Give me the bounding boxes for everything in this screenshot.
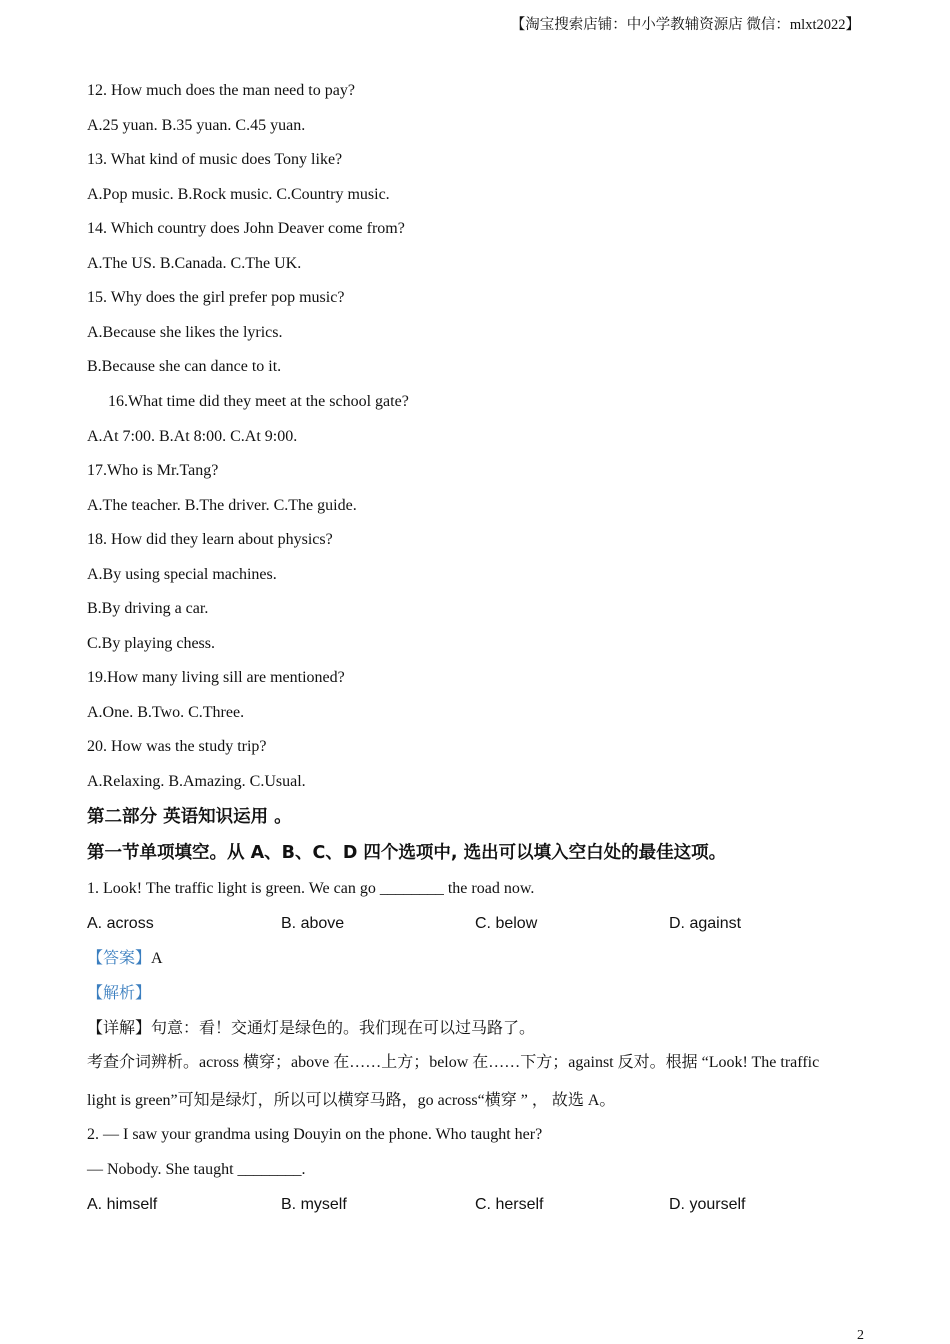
- item2-option-a: A. himself: [87, 1196, 158, 1213]
- answer-label: 【答案】: [87, 950, 152, 967]
- item2-option-c: C. herself: [475, 1196, 544, 1213]
- item1-options: [87, 914, 867, 934]
- options-16: A.At 7:00. B.At 8:00. C.At 9:00.: [87, 428, 298, 445]
- question-12: 12. How much does the man need to pay?: [87, 82, 355, 99]
- item2-question: 2. — I saw your grandma using Douyin on the phone. Who taught her?: [87, 1126, 543, 1143]
- item2-options: [87, 1195, 867, 1215]
- item1-option-c: C. below: [475, 915, 538, 932]
- explanation-line-2: light is green”可知是绿灯，所以可以横穿马路，go across“横穿 ” ， 故选 A。: [87, 1092, 616, 1109]
- option-18b: B.By driving a car.: [87, 600, 209, 617]
- question-14: 14. Which country does John Deaver come from?: [87, 220, 405, 237]
- part2-title: 第二部分 英语知识运用 。: [87, 807, 292, 827]
- question-17: 17.Who is Mr.Tang?: [87, 462, 219, 479]
- options-20: A.Relaxing. B.Amazing. C.Usual.: [87, 773, 306, 790]
- analysis-label: 【解析】: [87, 985, 152, 1002]
- detail-line: 【详解】句意：看！交通灯是绿色的。我们现在可以过马路了。: [87, 1020, 536, 1037]
- item2-option-d: D. yourself: [669, 1196, 746, 1213]
- option-18a: A.By using special machines.: [87, 566, 277, 583]
- item2-option-b: B. myself: [281, 1196, 347, 1213]
- question-20: 20. How was the study trip?: [87, 738, 267, 755]
- item1-option-d: D. against: [669, 915, 742, 932]
- question-18: 18. How did they learn about physics?: [87, 531, 333, 548]
- options-14: A.The US. B.Canada. C.The UK.: [87, 255, 302, 272]
- item1-question: 1. Look! The traffic light is green. We can go ________ the road now.: [87, 880, 535, 897]
- question-16: 16.What time did they meet at the school gate?: [108, 393, 409, 410]
- answer-line: [87, 949, 163, 969]
- explanation-line-1: 考查介词辨析。across 横穿；above 在……上方；below 在……下方；against 反对。根据 “Look! The traffic: [87, 1054, 820, 1071]
- options-13: A.Pop music. B.Rock music. C.Country music.: [87, 186, 390, 203]
- section1-title: 第一节单项填空。从 A、B、C、D 四个选项中, 选出可以填入空白处的最佳这项。: [87, 843, 727, 863]
- question-13: 13. What kind of music does Tony like?: [87, 151, 343, 168]
- answer-value: A: [151, 950, 163, 967]
- page-number: 2: [857, 1328, 864, 1343]
- item2-reply: — Nobody. She taught ________.: [87, 1161, 306, 1178]
- option-15a: A.Because she likes the lyrics.: [87, 324, 283, 341]
- question-19: 19.How many living sill are mentioned?: [87, 669, 345, 686]
- options-17: A.The teacher. B.The driver. C.The guide.: [87, 497, 357, 514]
- question-15: 15. Why does the girl prefer pop music?: [87, 289, 345, 306]
- item1-option-b: B. above: [281, 915, 345, 932]
- option-15b: B.Because she can dance to it.: [87, 358, 282, 375]
- item1-option-a: A. across: [87, 915, 154, 932]
- page-header: 【淘宝搜索店铺：中小学教辅资源店 微信：mlxt2022】: [510, 17, 860, 33]
- options-19: A.One. B.Two. C.Three.: [87, 704, 245, 721]
- option-18c: C.By playing chess.: [87, 635, 215, 652]
- options-12: A.25 yuan. B.35 yuan. C.45 yuan.: [87, 117, 306, 134]
